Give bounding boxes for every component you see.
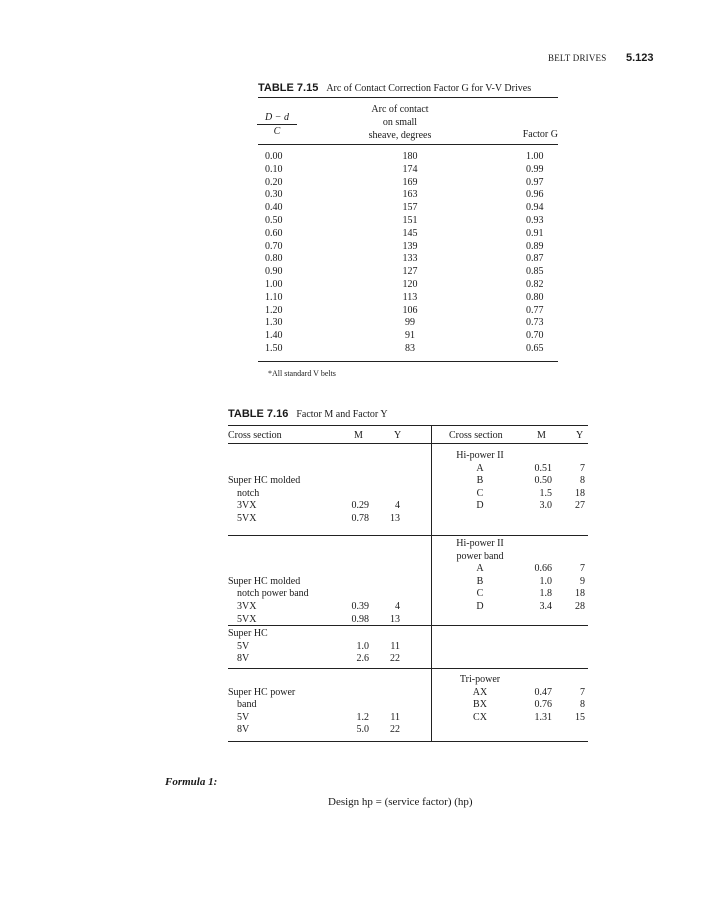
factor-m-cell: 3.0 bbox=[539, 500, 552, 512]
arc-cell: 120 bbox=[402, 278, 418, 290]
arc-cell: 83 bbox=[405, 342, 415, 354]
table-row bbox=[258, 343, 558, 356]
table-row bbox=[258, 189, 558, 202]
factor-m-cell: 1.0 bbox=[356, 640, 369, 652]
factor-y-cell: 7 bbox=[580, 563, 585, 575]
table-row bbox=[258, 279, 558, 292]
cross-section-cell: Super HC molded bbox=[228, 475, 301, 487]
cross-section-cell: C bbox=[476, 588, 484, 600]
factor-g-cell: 0.97 bbox=[526, 176, 544, 188]
factor-y-cell: 4 bbox=[395, 601, 400, 612]
factor-y-cell: 7 bbox=[580, 462, 585, 474]
cross-section-cell: A bbox=[476, 462, 484, 474]
formula-label: Formula 1: bbox=[165, 776, 218, 788]
header-m: M bbox=[537, 430, 546, 441]
cross-section-cell: notch power band bbox=[237, 588, 309, 600]
formula-text: Design hp = (service factor) (hp) bbox=[328, 796, 473, 808]
ratio-cell: 1.10 bbox=[265, 291, 283, 303]
factor-y-cell: 7 bbox=[580, 686, 585, 698]
arc-cell: 139 bbox=[402, 240, 418, 252]
table-row bbox=[258, 266, 558, 279]
group-divider-rule bbox=[228, 668, 588, 669]
factor-y-cell: 8 bbox=[580, 699, 585, 711]
factor-g-cell: 0.99 bbox=[526, 163, 544, 175]
table-row bbox=[258, 330, 558, 343]
table-row bbox=[258, 202, 558, 215]
ratio-cell: 0.50 bbox=[265, 214, 283, 226]
factor-g-cell: 0.94 bbox=[526, 202, 544, 214]
table-row bbox=[258, 253, 558, 266]
ratio-cell: 0.40 bbox=[265, 202, 283, 214]
table-7-16-caption: Factor M and Factor Y bbox=[296, 409, 388, 420]
table-row bbox=[258, 241, 558, 254]
arc-cell: 106 bbox=[402, 304, 418, 316]
factor-m-cell: 0.98 bbox=[351, 613, 369, 625]
cross-section-cell: 5V bbox=[237, 711, 250, 723]
cross-section-cell: 5VX bbox=[237, 513, 257, 524]
factor-m-cell: 1.5 bbox=[539, 487, 552, 499]
arc-cell: 133 bbox=[402, 253, 418, 265]
table-row bbox=[258, 215, 558, 228]
table-7-15-footnote: *All standard V belts bbox=[268, 369, 336, 378]
ratio-cell: 0.70 bbox=[265, 240, 283, 252]
factor-y-cell: 9 bbox=[580, 575, 585, 587]
factor-m-cell: 3.4 bbox=[539, 601, 552, 612]
table-7-15-top-rule bbox=[258, 97, 558, 98]
factor-g-cell: 0.80 bbox=[526, 291, 544, 303]
factor-g-cell: 0.73 bbox=[526, 317, 544, 329]
ratio-cell: 1.40 bbox=[265, 330, 283, 342]
table-7-15-bottom-rule bbox=[258, 361, 558, 362]
cross-section-cell: Super HC bbox=[228, 628, 268, 639]
factor-y-cell: 15 bbox=[575, 711, 585, 723]
factor-m-cell: 0.50 bbox=[534, 475, 552, 487]
cross-section-cell: 8V bbox=[237, 653, 250, 665]
factor-m-cell: 1.0 bbox=[539, 575, 552, 587]
col2-header-line: on small bbox=[382, 117, 418, 128]
table-7-15-col1-header bbox=[257, 112, 297, 137]
table-row bbox=[258, 292, 558, 305]
col2-header-line: sheave, degrees bbox=[368, 130, 432, 141]
factor-g-cell: 0.89 bbox=[526, 240, 544, 252]
cross-section-cell: AX bbox=[472, 686, 488, 698]
ratio-cell: 1.30 bbox=[265, 317, 283, 329]
running-header-section: BELT DRIVES bbox=[548, 53, 607, 63]
cross-section-cell: Super HC power bbox=[228, 686, 296, 698]
table-7-15-col3-header: Factor G bbox=[522, 129, 558, 140]
table-7-15-col2-header bbox=[330, 103, 470, 142]
arc-cell: 145 bbox=[402, 227, 418, 239]
factor-m-cell: 0.66 bbox=[534, 563, 552, 575]
cross-section-cell: B bbox=[476, 575, 484, 587]
factor-y-cell: 11 bbox=[390, 640, 400, 652]
ratio-cell: 0.00 bbox=[265, 151, 283, 162]
group-divider-rule bbox=[228, 625, 588, 626]
cross-section-cell: band bbox=[237, 699, 257, 711]
ratio-cell: 0.80 bbox=[265, 253, 283, 265]
cross-section-cell: 8V bbox=[237, 724, 250, 736]
cross-section-cell: notch bbox=[237, 487, 260, 499]
factor-y-cell: 22 bbox=[390, 724, 400, 736]
factor-m-cell: 0.78 bbox=[351, 513, 369, 524]
factor-g-cell: 0.85 bbox=[526, 266, 544, 278]
table-7-16-bottom-rule bbox=[228, 741, 588, 742]
table-7-16-center-divider bbox=[431, 425, 432, 741]
ratio-cell: 0.10 bbox=[265, 163, 283, 175]
arc-cell: 113 bbox=[402, 291, 418, 303]
arc-cell: 163 bbox=[402, 189, 418, 201]
table-row bbox=[258, 151, 558, 164]
ratio-cell: 0.30 bbox=[265, 189, 283, 201]
table-row bbox=[258, 305, 558, 318]
factor-y-cell: 4 bbox=[395, 500, 400, 512]
table-7-16-title bbox=[228, 408, 388, 420]
cross-section-cell: power band bbox=[456, 550, 504, 562]
factor-y-cell: 18 bbox=[575, 487, 585, 499]
factor-m-cell: 1.31 bbox=[534, 711, 552, 723]
table-row bbox=[258, 177, 558, 190]
arc-cell: 157 bbox=[402, 202, 418, 214]
cross-section-cell: D bbox=[476, 601, 484, 612]
cross-section-cell: 5VX bbox=[237, 613, 257, 625]
cross-section-cell: C bbox=[476, 487, 484, 499]
cross-section-cell: Super HC molded bbox=[228, 575, 301, 587]
table-7-15-label: TABLE 7.15 bbox=[258, 82, 319, 94]
factor-m-cell: 5.0 bbox=[356, 724, 369, 736]
ratio-cell: 0.60 bbox=[265, 227, 283, 239]
factor-g-cell: 0.65 bbox=[526, 342, 544, 354]
factor-y-cell: 8 bbox=[580, 475, 585, 487]
ratio-cell: 1.50 bbox=[265, 342, 283, 354]
factor-y-cell: 18 bbox=[575, 588, 585, 600]
table-row bbox=[258, 228, 558, 241]
cross-section-cell: 5V bbox=[237, 640, 250, 652]
ratio-cell: 0.90 bbox=[265, 266, 283, 278]
group-divider-rule bbox=[228, 535, 588, 536]
arc-cell: 180 bbox=[402, 151, 418, 162]
arc-cell: 99 bbox=[405, 317, 415, 329]
arc-cell: 151 bbox=[402, 214, 418, 226]
table-7-15-title bbox=[258, 82, 531, 94]
factor-m-cell: 0.39 bbox=[351, 601, 369, 612]
table-7-16-top-rule bbox=[228, 425, 588, 426]
factor-g-cell: 1.00 bbox=[526, 151, 544, 162]
factor-m-cell: 0.29 bbox=[351, 500, 369, 512]
cross-section-cell: Hi-power II bbox=[456, 538, 504, 549]
page-number: 5.123 bbox=[626, 52, 654, 64]
cross-section-cell: Hi-power II bbox=[456, 450, 504, 461]
factor-y-cell: 11 bbox=[390, 711, 400, 723]
ratio-cell: 1.20 bbox=[265, 304, 283, 316]
cross-section-cell: A bbox=[476, 563, 484, 575]
factor-m-cell: 0.51 bbox=[534, 462, 552, 474]
table-7-16-label: TABLE 7.16 bbox=[228, 408, 289, 420]
factor-m-cell: 1.2 bbox=[356, 711, 369, 723]
arc-cell: 169 bbox=[402, 176, 418, 188]
factor-g-cell: 0.77 bbox=[526, 304, 544, 316]
factor-g-cell: 0.82 bbox=[526, 278, 544, 290]
factor-g-cell: 0.91 bbox=[526, 227, 544, 239]
table-7-15-header-rule bbox=[258, 144, 558, 145]
cross-section-cell: D bbox=[476, 500, 484, 512]
arc-cell: 174 bbox=[402, 163, 418, 175]
cross-section-cell: CX bbox=[473, 711, 487, 723]
factor-g-cell: 0.96 bbox=[526, 189, 544, 201]
factor-g-cell: 0.70 bbox=[526, 330, 544, 342]
arc-cell: 127 bbox=[402, 266, 418, 278]
factor-y-cell: 27 bbox=[575, 500, 585, 512]
header-cross-section: Cross section bbox=[449, 430, 503, 441]
table-7-15-caption: Arc of Contact Correction Factor G for V-V Drives bbox=[326, 83, 532, 94]
ratio-cell: 0.20 bbox=[265, 176, 283, 188]
factor-m-cell: 0.76 bbox=[534, 699, 552, 711]
cross-section-cell: 3VX bbox=[237, 500, 257, 512]
factor-y-cell: 28 bbox=[575, 601, 585, 612]
factor-m-cell: 2.6 bbox=[356, 653, 369, 665]
col2-header-line: Arc of contact bbox=[371, 104, 429, 115]
factor-y-cell: 13 bbox=[390, 513, 400, 524]
table-7-15-body bbox=[258, 151, 558, 356]
cross-section-cell: B bbox=[476, 475, 484, 487]
factor-m-cell: 1.8 bbox=[539, 588, 552, 600]
fraction-numerator: D − d bbox=[257, 112, 297, 125]
header-m: M bbox=[354, 430, 363, 441]
factor-y-cell: 13 bbox=[390, 613, 400, 625]
ratio-cell: 1.00 bbox=[265, 278, 283, 290]
factor-y-cell: 22 bbox=[390, 653, 400, 665]
factor-g-cell: 0.93 bbox=[526, 214, 544, 226]
table-row bbox=[258, 164, 558, 177]
cross-section-cell: Tri-power bbox=[459, 674, 501, 685]
table-row bbox=[258, 317, 558, 330]
header-y: Y bbox=[394, 430, 402, 441]
header-cross-section: Cross section bbox=[228, 430, 282, 441]
cross-section-cell: BX bbox=[473, 699, 487, 711]
fraction-denominator: C bbox=[273, 126, 281, 137]
header-y: Y bbox=[576, 430, 584, 441]
table-7-16-header-rule bbox=[228, 443, 588, 444]
factor-g-cell: 0.87 bbox=[526, 253, 544, 265]
arc-cell: 91 bbox=[405, 330, 415, 342]
cross-section-cell: 3VX bbox=[237, 601, 257, 612]
factor-m-cell: 0.47 bbox=[534, 686, 552, 698]
